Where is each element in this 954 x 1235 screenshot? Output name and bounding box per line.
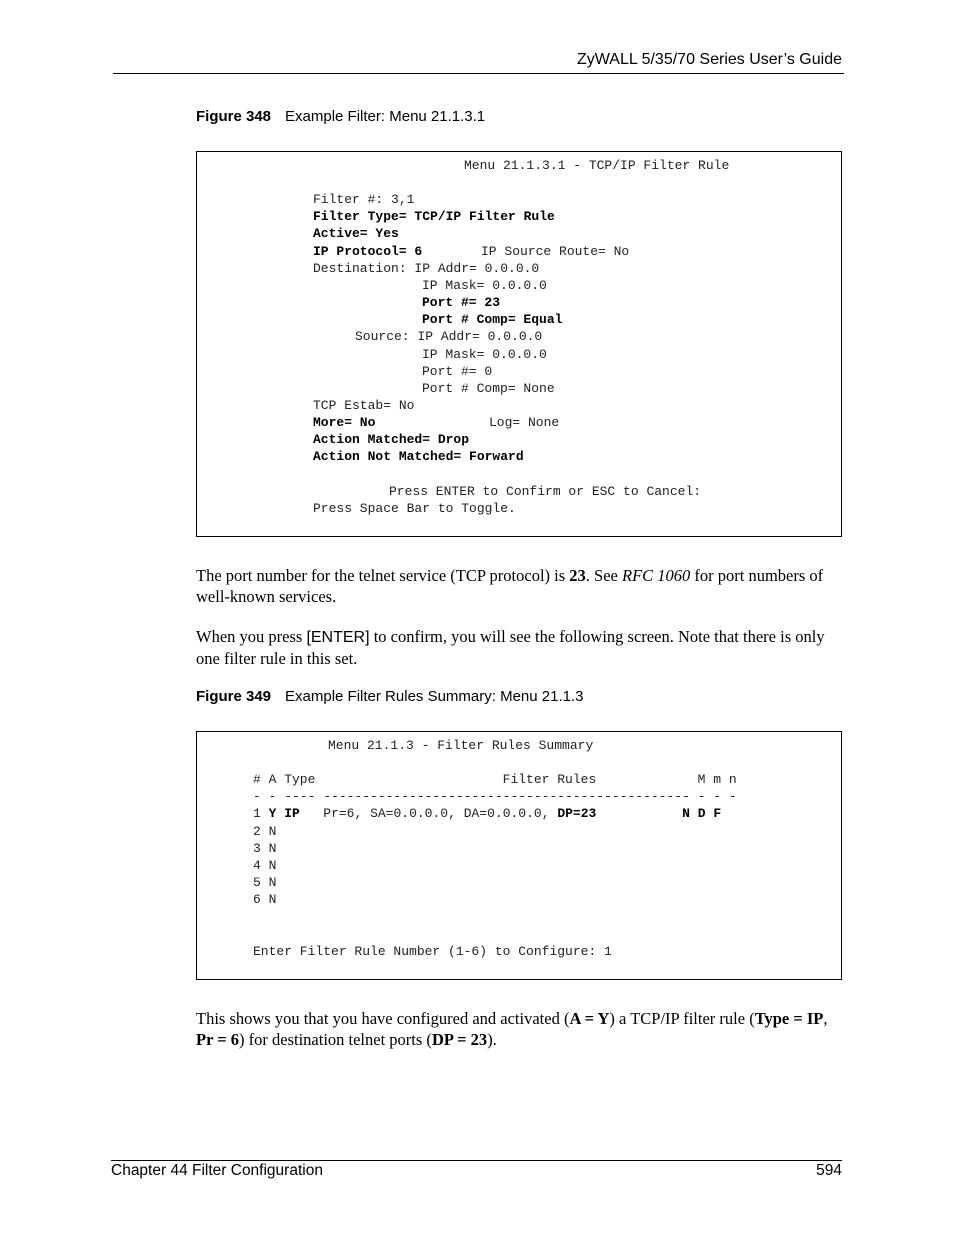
figure-348-label: Figure 348	[196, 108, 272, 125]
table-row: 4 N	[253, 858, 277, 873]
enter-key-label: [ENTER]	[306, 629, 370, 646]
action-matched: Action Matched= Drop	[313, 432, 470, 447]
footer-page-number: 594	[816, 1162, 842, 1179]
more-field: More= No	[313, 415, 376, 430]
figure-348-screen	[196, 151, 842, 537]
filter-type: Filter Type= TCP/IP Filter Rule	[313, 209, 555, 224]
table-row: 2 N	[253, 824, 277, 839]
figure-348-title: Example Filter: Menu 21.1.3.1	[285, 108, 486, 125]
destination-ip-addr: Destination: IP Addr= 0.0.0.0	[313, 261, 540, 276]
figure-349-title: Example Filter Rules Summary: Menu 21.1.3	[285, 688, 584, 705]
figure-349-caption	[196, 688, 583, 705]
footer-rule	[111, 1160, 842, 1161]
paragraph-telnet-port: The port number for the telnet service (TCP protocol) is 23. See RFC 1060 for port numbers of well-known services.	[196, 566, 824, 606]
summary-separator: - - ---- ----------------------------------------------- - - -	[253, 789, 737, 804]
paragraph-enter-confirm: When you press [ENTER] to confirm, you will see the following screen. Note that there is only one filter rule in this set.	[196, 627, 825, 668]
action-not-matched: Action Not Matched= Forward	[313, 449, 524, 464]
figure-349-screen	[196, 731, 842, 980]
summary-title: Menu 21.1.3 - Filter Rules Summary	[328, 738, 594, 753]
source-port-comp: Port # Comp= None	[422, 381, 555, 396]
source-port: Port #= 0	[422, 364, 493, 379]
table-row: 1 Y IP Pr=6, SA=0.0.0.0, DA=0.0.0.0, DP=23 N D F	[253, 806, 722, 821]
configure-prompt: Enter Filter Rule Number (1-6) to Configure: 1	[253, 944, 612, 959]
figure-349-label: Figure 349	[196, 688, 272, 705]
destination-port-comp: Port # Comp= Equal	[422, 312, 563, 327]
table-row: 6 N	[253, 892, 277, 907]
destination-ip-mask: IP Mask= 0.0.0.0	[422, 278, 547, 293]
filter-number: Filter #: 3,1	[313, 192, 415, 207]
source-ip-mask: IP Mask= 0.0.0.0	[422, 347, 547, 362]
ip-protocol: IP Protocol= 6	[313, 244, 423, 259]
footer-chapter: Chapter 44 Filter Configuration	[111, 1162, 323, 1179]
destination-port: Port #= 23	[422, 295, 501, 310]
table-row: 3 N	[253, 841, 277, 856]
source-ip-addr: Source: IP Addr= 0.0.0.0	[355, 329, 543, 344]
tcp-estab: TCP Estab= No	[313, 398, 415, 413]
ip-source-route: IP Source Route= No	[481, 244, 630, 259]
paragraph-summary-explanation: This shows you that you have configured and activated (A = Y) a TCP/IP filter rule (Type = IP, Pr = 6) for destination telnet ports (DP = 23).	[196, 1009, 828, 1049]
figure-348-caption	[196, 108, 485, 125]
toggle-hint: Press Space Bar to Toggle.	[313, 501, 516, 516]
active-field: Active= Yes	[313, 226, 399, 241]
summary-header-row: # A Type Filter Rules M m n	[253, 772, 737, 787]
table-row: 5 N	[253, 875, 277, 890]
confirm-prompt: Press ENTER to Confirm or ESC to Cancel:	[389, 484, 702, 499]
header-rule	[113, 73, 844, 74]
log-field: Log= None	[489, 415, 560, 430]
running-header: ZyWALL 5/35/70 Series User’s Guide	[576, 51, 842, 68]
menu-title: Menu 21.1.3.1 - TCP/IP Filter Rule	[464, 158, 730, 173]
